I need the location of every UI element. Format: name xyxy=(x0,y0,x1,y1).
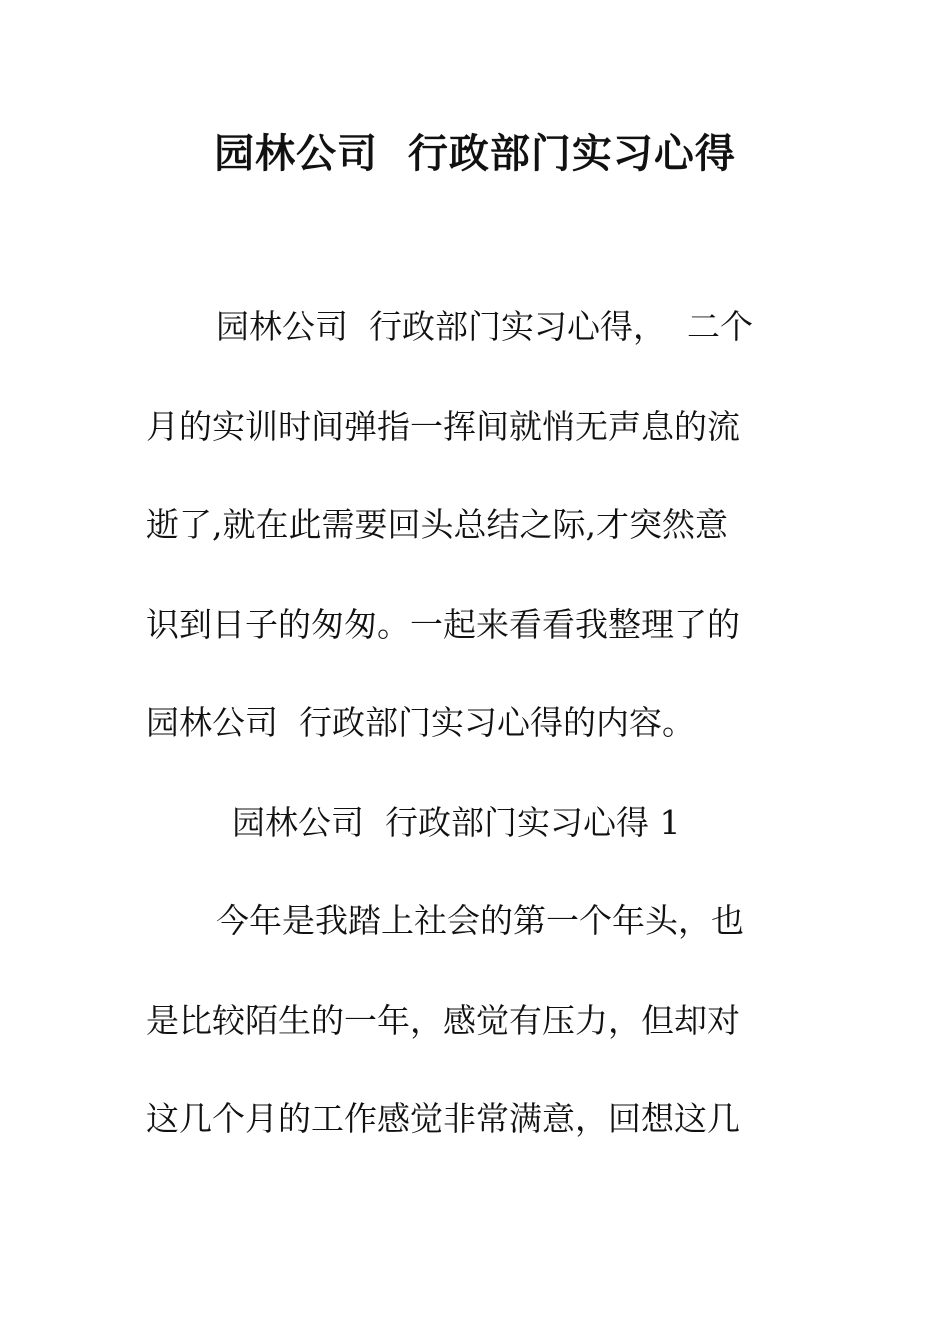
paragraph-line-2: 月的实训时间弹指一挥间就悄无声息的流 xyxy=(146,407,740,446)
section-heading: 园林公司 行政部门实习心得 1 xyxy=(232,803,681,842)
paragraph-line-4: 识到日子的匆匆。一起来看看我整理了的 xyxy=(146,605,740,644)
paragraph-line-6: 今年是我踏上社会的第一个年头，也 xyxy=(216,901,744,940)
document-title: 园林公司 行政部门实习心得 xyxy=(214,131,736,177)
paragraph-line-1: 园林公司 行政部门实习心得， 二个 xyxy=(216,307,753,346)
paragraph-line-5: 园林公司 行政部门实习心得的内容。 xyxy=(146,703,695,742)
paragraph-line-7: 是比较陌生的一年，感觉有压力，但却对 xyxy=(146,1001,740,1040)
paragraph-line-8: 这几个月的工作感觉非常满意，回想这几 xyxy=(146,1099,740,1138)
paragraph-line-3: 逝了,就在此需要回头总结之际,才突然意 xyxy=(146,505,728,544)
